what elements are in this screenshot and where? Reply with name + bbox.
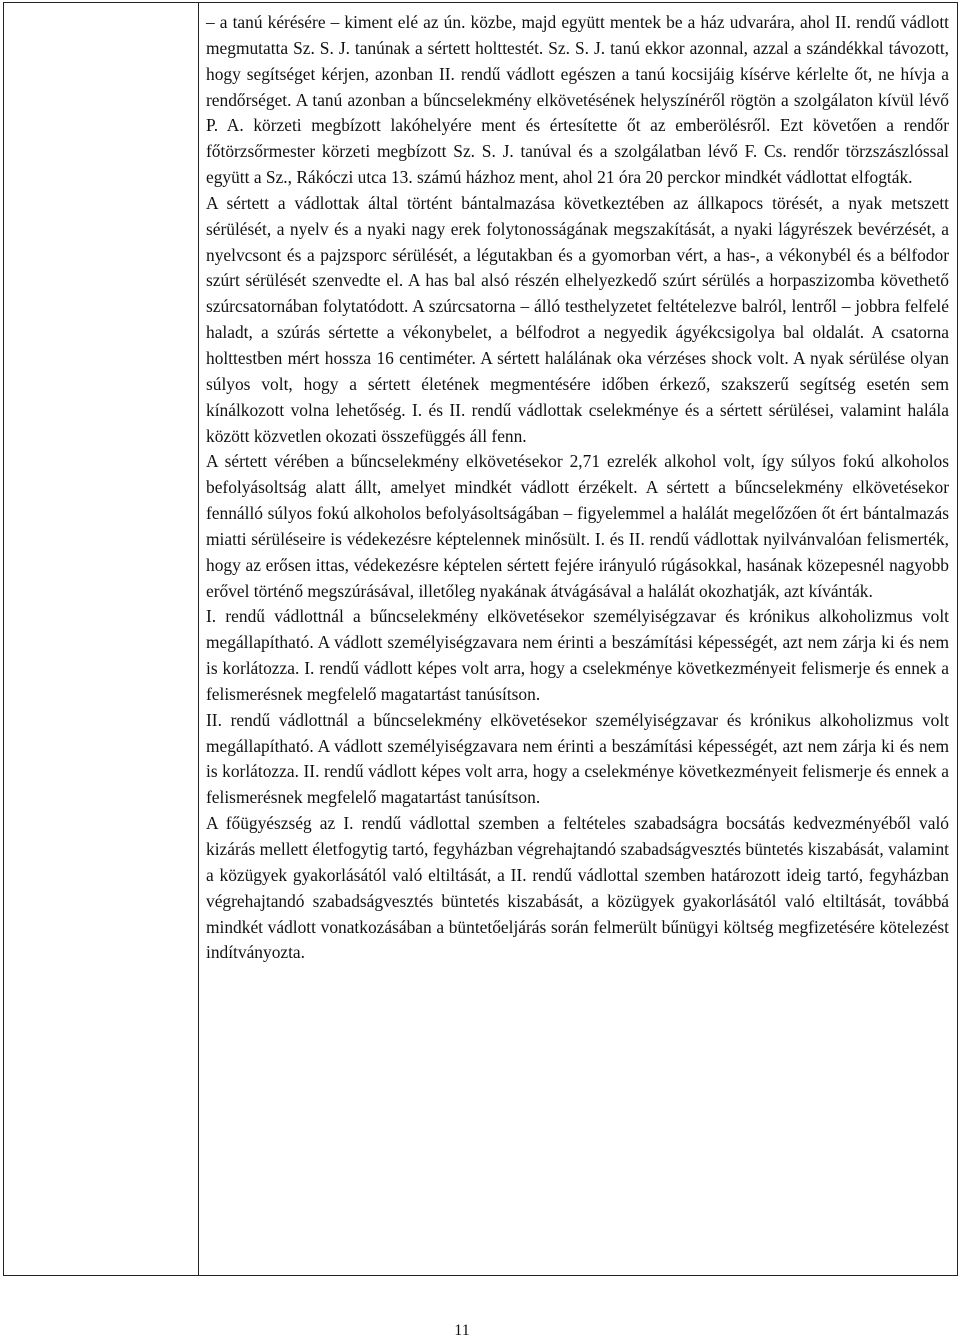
document-table [3,2,958,1276]
paragraph-3: A sértett vérében a bűncselekmény elkövetésekor 2,71 ezrelék alkohol volt, így súlyos fokú alkoholos befolyásoltság alatt állt, amelyet mindkét vádlott érzékelt. A sértett a bűncselekmény elkövetésekor fennálló súlyos fokú alkoholos befolyásoltságában – figyelemmel a halálát megelőzően őt ért bántalmazás miatti sérüléseire is védekezésre képtelennek minősült. I. és II. rendű vádlottak nyilvánvalóan felismerték, hogy az erősen ittas, védekezésre képtelen sértett fejére irányuló rúgásokkal, hasának közepesnél nagyobb erővel történő megszúrásával, illetőleg nyakának átvágásával a halálát okozhatják, azt kívánták. [206,451,949,601]
paragraph-4: I. rendű vádlottnál a bűncselekmény elkövetésekor személyiségzavar és krónikus alkoholizmus volt megállapítható. A vádlott személyiségzavara nem érinti a beszámítási képességét, azt nem zárja ki és nem is korlátozza. I. rendű vádlott képes volt arra, hogy a cselekménye következményeit felismerje és ennek a felismerésnek megfelelő magatartást tanúsítson. [206,606,949,704]
text-column [199,3,957,1275]
paragraph-2: A sértett a vádlottak által történt bántalmazása következtében az állkapocs törését, a nyak metszett sérülését, a nyelv és a nyaki nagy erek folytonosságának megszakítását, a nyaki lágyrészek bevérzését, a nyelvcsont és a pajzsporc sérülését, a légutakban és a gyomorban vért, a has-, a vékonybél és a bélfodor szúrt sérülését szenvedte el. A has bal alsó részén elhelyezkedő szúrt sérülés a horpaszizomba követhető szúrcsatornában folytatódott. A szúrcsatorna – álló testhelyzetet feltételezve balról, lentről – jobbra felfelé haladt, a szúrás sértette a vékonybelet, a bélfodrot a negyedik ágyékcsigolya bal oldalát. A csatorna holttestben mért hossza 16 centiméter. A sértett halálának oka vérzéses shock volt. A nyak sérülése olyan súlyos volt, hogy a sértett életének megmentésére időben érkező, szakszerű segítség esetén sem kínálkozott volna lehetőség. I. és II. rendű vádlottak cselekménye és a sértett sérülései, valamint halála között közvetlen okozati összefüggés áll fenn. [206,192,949,446]
left-column [4,3,199,1275]
paragraph-1: – a tanú kérésére – kiment elé az ún. közbe, majd együtt mentek be a ház udvarára, ahol II. rendű vádlott megmutatta Sz. S. J. tanúnak a sértett holttestét. Sz. S. J. tanú ekkor azonnal, azzal a szándékkal távozott, hogy segítséget kérjen, azonban II. rendű vádlott egészen a tanú kocsijáig kísérve kérlelte őt, ne hívja a rendőrséget. A tanú azonban a bűncselekmény elkövetésének helyszínéről rögtön a szolgálaton kívül lévő P. A. körzeti megbízott lakóhelyére ment és értesítette őt az emberölésről. Ezt követően a rendőr főtörzsőrmester körzeti megbízott Sz. S. J. tanúval és a szolgálatban lévő F. Cs. rendőr törzszászlóssal együtt a Sz., Rákóczi utca 13. számú házhoz ment, ahol 21 óra 20 perckor mindkét vádlottat elfogták. [206,12,949,188]
page-number: 11 [454,1322,470,1339]
paragraph-5: II. rendű vádlottnál a bűncselekmény elkövetésekor személyiségzavar és krónikus alkoholizmus volt megállapítható. A vádlott személyiségzavara nem érinti a beszámítási képességét, azt nem zárja ki és nem is korlátozza. II. rendű vádlott képes volt arra, hogy a cselekménye következményeit felismerje és ennek a felismerésnek megfelelő magatartást tanúsítson. [206,709,949,808]
paragraph-6: A főügyészség az I. rendű vádlottal szemben a feltételes szabadságra bocsátás kedvezményéből való kizárás mellett életfogytig tartó, fegyházban végrehajtandó szabadságvesztés büntetés kiszabását, valamint a közügyek gyakorlásától való eltiltását, a II. rendű vádlottal szemben határozott ideig tartó, fegyházban végrehajtandó szabadságvesztés büntetés kiszabását, a közügyek gyakorlásától való eltiltását, továbbá mindkét vádlott vonatkozásában a büntetőeljárás során felmerült bűnügyi költség megfizetésére kötelezést indítványozta. [206,813,949,963]
